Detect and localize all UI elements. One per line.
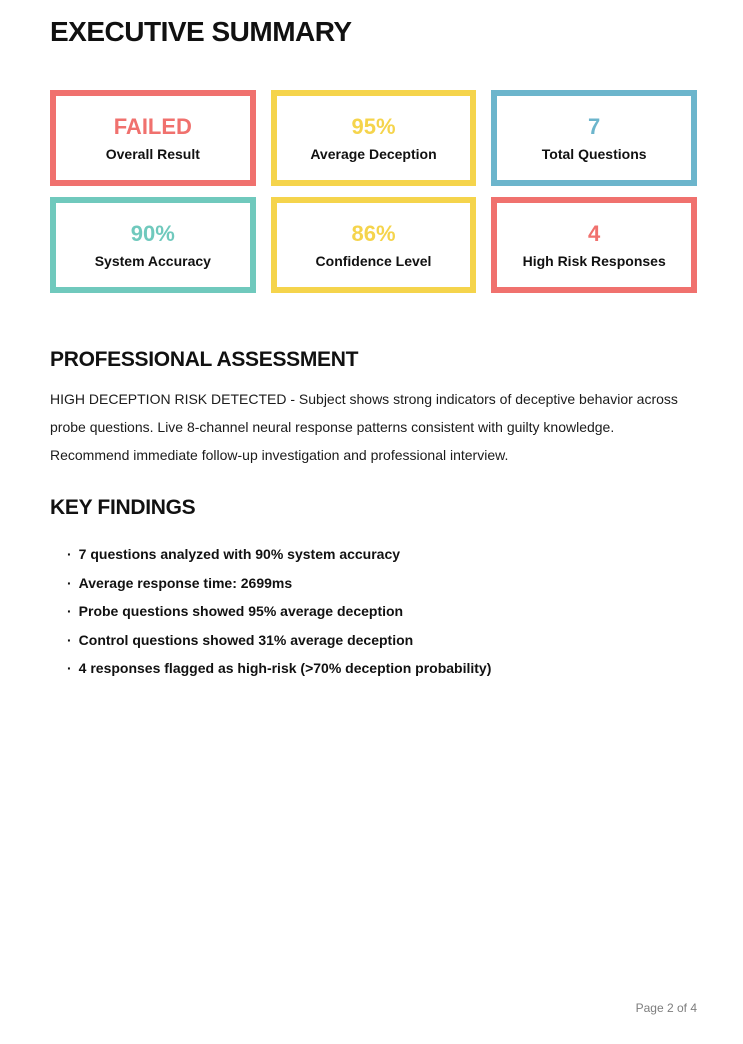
stat-card-total-questions	[491, 90, 697, 186]
stat-value: 4	[588, 220, 601, 246]
stat-value: 95%	[351, 113, 396, 139]
finding-item	[67, 569, 697, 598]
page-number: Page 2 of 4	[635, 1001, 697, 1015]
stat-card-system-accuracy	[50, 197, 256, 293]
stat-value: 7	[588, 113, 601, 139]
stat-label: Total Questions	[541, 145, 647, 162]
stat-card-overall-result	[50, 90, 256, 186]
finding-text: Probe questions showed 95% average deception	[78, 603, 404, 619]
key-findings-list	[50, 540, 697, 683]
finding-item	[67, 654, 697, 683]
stat-label: Average Deception	[310, 145, 437, 162]
finding-text: 7 questions analyzed with 90% system accuracy	[78, 546, 401, 562]
stat-label: System Accuracy	[94, 252, 211, 269]
bullet-dot: ·	[67, 603, 72, 619]
stat-value: FAILED	[113, 113, 192, 139]
bullet-dot: ·	[67, 546, 72, 562]
assessment-body-text: HIGH DECEPTION RISK DETECTED - Subject shows strong indicators of deceptive behavior across probe questions. Live 8-channel neural response patterns consistent with guilty knowledge. Recommend immediate follow-up investigation and professional interview.	[50, 391, 678, 463]
stat-value: 86%	[351, 220, 396, 246]
finding-text: Average response time: 2699ms	[78, 574, 293, 591]
summary-stat-cards	[50, 90, 697, 293]
assessment-heading: PROFESSIONAL ASSESSMENT	[50, 348, 359, 371]
finding-item	[67, 597, 697, 626]
finding-text: Control questions showed 31% average deception	[78, 631, 414, 648]
stat-card-high-risk-responses	[491, 197, 697, 293]
stat-label: Confidence Level	[315, 252, 432, 269]
stat-label: Overall Result	[105, 145, 200, 162]
bullet-dot: ·	[67, 660, 72, 676]
stat-label: High Risk Responses	[522, 252, 666, 269]
finding-text: 4 responses flagged as high-risk (>70% deception probability)	[78, 660, 492, 676]
stat-card-confidence-level	[271, 197, 477, 293]
stat-value: 90%	[130, 220, 175, 246]
finding-item	[67, 626, 697, 655]
key-findings-heading: KEY FINDINGS	[50, 496, 196, 519]
finding-item	[67, 540, 697, 569]
bullet-dot: ·	[67, 631, 72, 648]
stat-card-average-deception	[271, 90, 477, 186]
bullet-dot: ·	[67, 574, 72, 591]
page-title: EXECUTIVE SUMMARY	[50, 16, 352, 47]
